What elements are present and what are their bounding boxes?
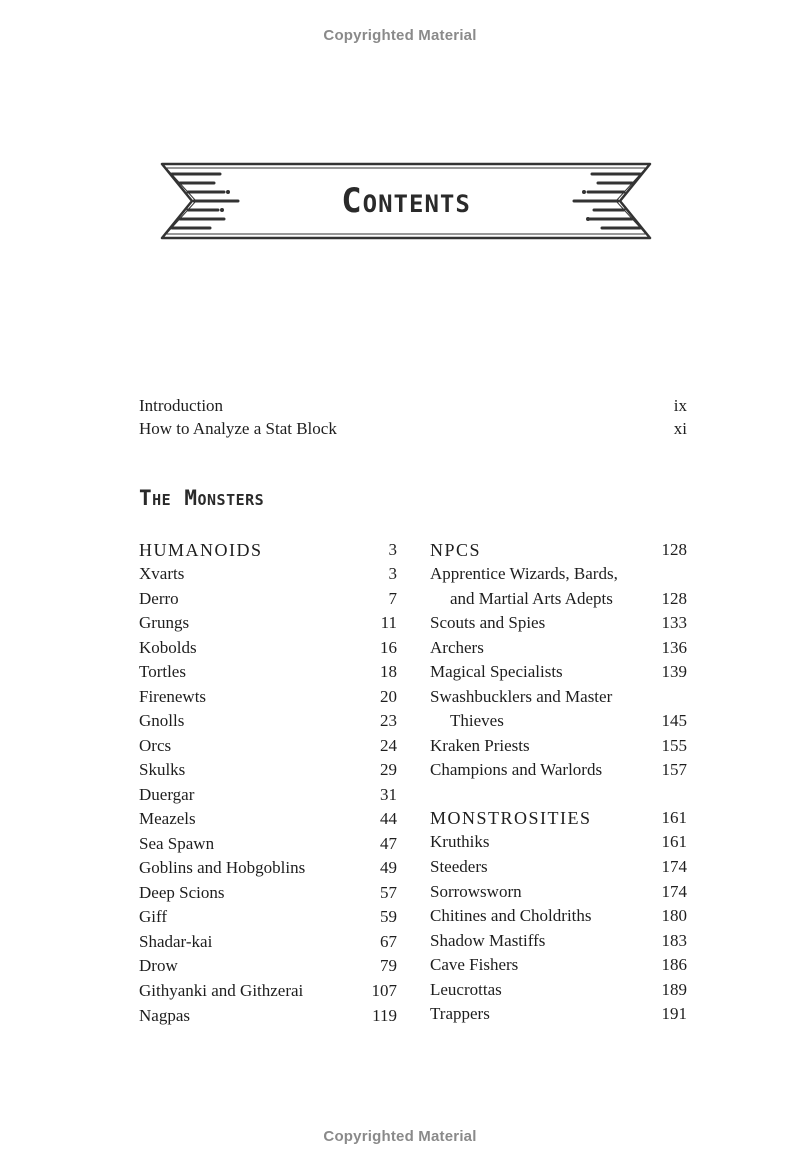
toc-entry[interactable]: Shadar-kai <box>139 932 213 951</box>
toc-entry-continuation[interactable]: Thieves <box>450 711 504 730</box>
toc-page: 145 <box>661 711 687 730</box>
toc-entry[interactable]: Swashbucklers and Master <box>430 687 613 706</box>
toc-entry[interactable]: Goblins and Hobgoblins <box>139 858 306 877</box>
page-title: Contents <box>341 181 471 221</box>
toc-page: 174 <box>661 882 687 901</box>
toc-entry[interactable]: Sorrowsworn <box>430 882 522 901</box>
toc-page: 139 <box>661 662 687 681</box>
toc-entry[interactable]: Githyanki and Githzerai <box>139 981 304 1000</box>
toc-entry[interactable]: Skulks <box>139 760 186 779</box>
toc-page: 155 <box>661 736 687 755</box>
toc-page: 67 <box>380 932 397 951</box>
toc-page: 7 <box>388 589 397 608</box>
toc-entry[interactable]: Kobolds <box>139 638 197 657</box>
toc-page: 57 <box>380 883 397 902</box>
category-npcs[interactable]: NPCS <box>430 540 482 560</box>
toc-page: 189 <box>661 980 687 999</box>
category-monstrosities[interactable]: MONSTROSITIES <box>430 808 592 828</box>
toc-entry[interactable]: Drow <box>139 956 178 975</box>
toc-page: 31 <box>380 785 397 804</box>
section-heading-monsters: The Monsters <box>139 486 265 510</box>
toc-entry[interactable]: Duergar <box>139 785 195 804</box>
toc-page: 29 <box>380 760 397 779</box>
toc-entry[interactable]: Deep Scions <box>139 883 225 902</box>
toc-entry[interactable]: Scouts and Spies <box>430 613 546 632</box>
toc-page: 24 <box>380 736 397 755</box>
toc-page: 59 <box>380 907 397 926</box>
toc-entry[interactable]: Leucrottas <box>430 980 502 999</box>
toc-page: 49 <box>380 858 397 877</box>
toc-page: 186 <box>661 955 687 974</box>
toc-page-introduction: ix <box>673 396 687 415</box>
toc-entry[interactable]: Cave Fishers <box>430 955 519 974</box>
toc-page-stat-block: xi <box>673 419 687 438</box>
toc-page: 47 <box>380 834 397 853</box>
toc-entry[interactable]: Apprentice Wizards, Bards, <box>430 564 618 583</box>
toc-page: 20 <box>380 687 397 706</box>
category-humanoids-page: 3 <box>388 540 397 559</box>
toc-page: 180 <box>661 906 687 925</box>
toc-entry[interactable]: Steeders <box>430 857 488 876</box>
toc-page: 18 <box>380 662 397 681</box>
toc-page: 107 <box>371 981 397 1000</box>
toc-page: 44 <box>380 809 397 828</box>
toc-page: 23 <box>380 711 397 730</box>
toc-page: 11 <box>380 613 397 632</box>
toc-entry[interactable]: Shadow Mastiffs <box>430 931 546 950</box>
toc-entry[interactable]: Giff <box>139 907 168 926</box>
toc-page: 191 <box>661 1004 687 1023</box>
toc-entry[interactable]: Archers <box>430 638 484 657</box>
toc-entry[interactable]: Kraken Priests <box>430 736 530 755</box>
toc-page: 161 <box>661 832 687 851</box>
toc-entry[interactable]: Firenewts <box>139 687 207 706</box>
toc-page: 3 <box>388 564 397 583</box>
toc-entry[interactable]: Xvarts <box>139 564 185 583</box>
toc-page: 79 <box>380 956 397 975</box>
toc-entry[interactable]: Nagpas <box>139 1006 190 1025</box>
toc-entry[interactable]: Grungs <box>139 613 190 632</box>
toc-page: 174 <box>661 857 687 876</box>
toc-entry[interactable]: Orcs <box>139 736 172 755</box>
category-npcs-page: 128 <box>661 540 687 559</box>
toc-entry[interactable]: Meazels <box>139 809 196 828</box>
toc-page: 119 <box>372 1006 397 1025</box>
copyright-notice-top: Copyrighted Material <box>323 27 477 44</box>
toc-entry[interactable]: Chitines and Choldriths <box>430 906 592 925</box>
toc-entry-continuation[interactable]: and Martial Arts Adepts <box>450 589 613 608</box>
toc-entry[interactable]: Kruthiks <box>430 832 490 851</box>
toc-entry[interactable]: Gnolls <box>139 711 185 730</box>
toc-page: 16 <box>380 638 397 657</box>
category-monstrosities-page: 161 <box>661 808 687 827</box>
toc-entry[interactable]: Magical Specialists <box>430 662 563 681</box>
toc-entry-stat-block[interactable]: How to Analyze a Stat Block <box>139 419 337 438</box>
toc-page: 128 <box>661 589 687 608</box>
toc-page: 136 <box>661 638 687 657</box>
contents-banner <box>158 160 654 242</box>
copyright-notice-bottom: Copyrighted Material <box>323 1128 477 1145</box>
toc-page: 183 <box>661 931 687 950</box>
category-humanoids[interactable]: HUMANOIDS <box>139 540 263 560</box>
toc-entry-introduction[interactable]: Introduction <box>139 396 224 415</box>
toc-entry[interactable]: Derro <box>139 589 179 608</box>
toc-entry[interactable]: Sea Spawn <box>139 834 215 853</box>
toc-entry[interactable]: Tortles <box>139 662 186 681</box>
toc-entry[interactable]: Trappers <box>430 1004 490 1023</box>
toc-entry[interactable]: Champions and Warlords <box>430 760 603 779</box>
toc-page: 157 <box>661 760 687 779</box>
toc-page: 133 <box>661 613 687 632</box>
